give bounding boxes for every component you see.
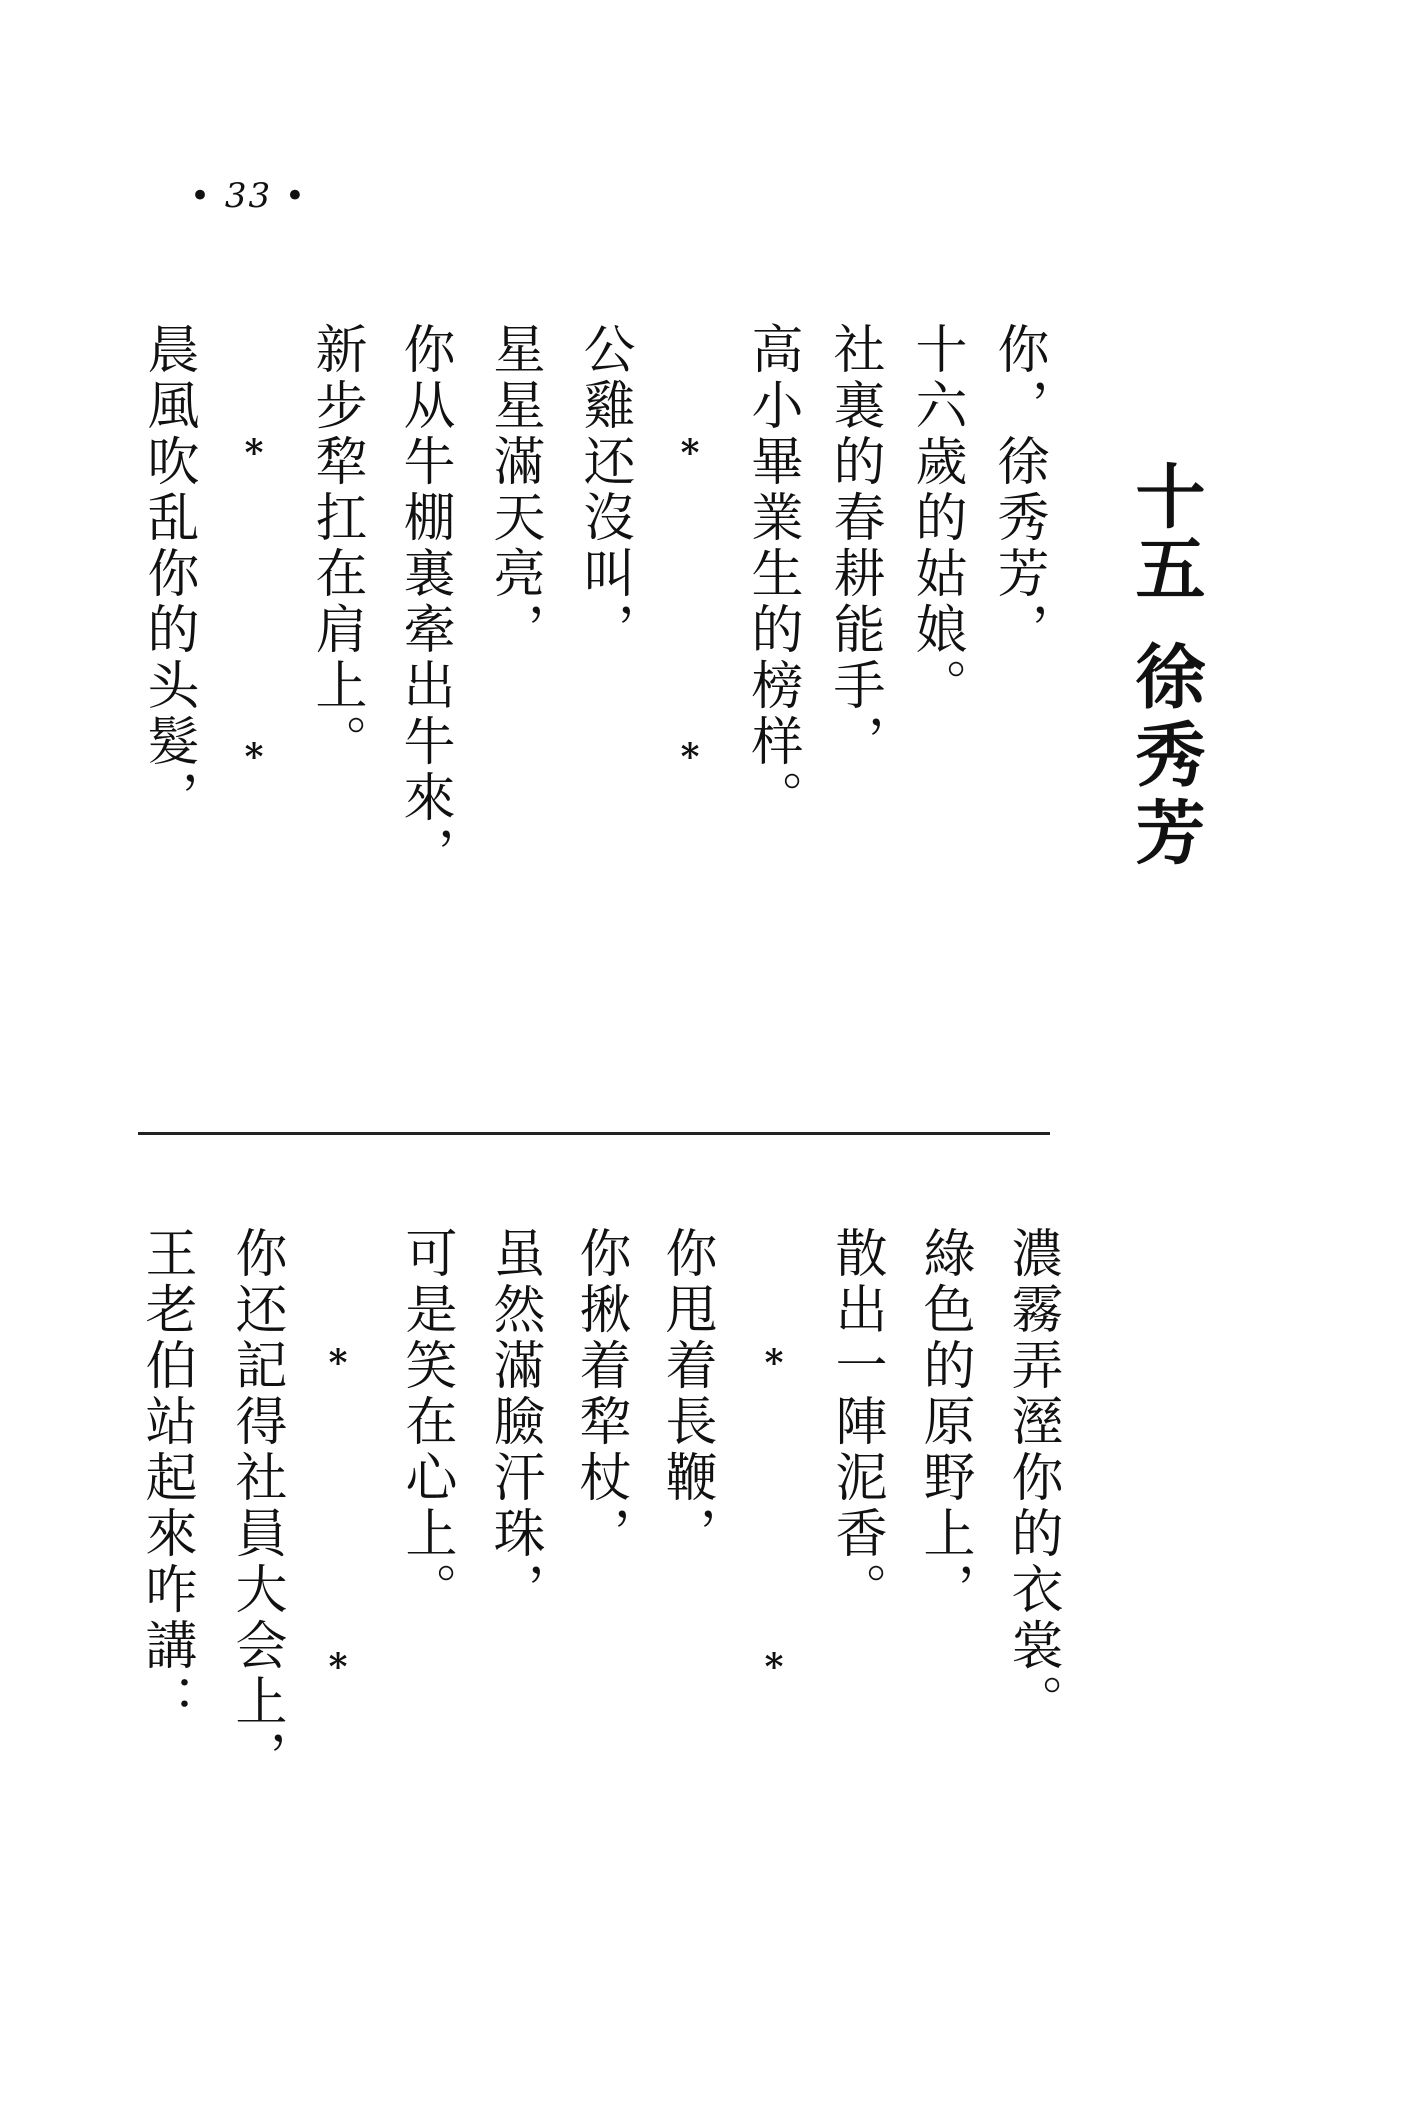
page-number: • 33 • xyxy=(190,176,307,216)
poem-line-12: 散出一陣泥香。 xyxy=(826,1226,886,1618)
stanza-separator: * * xyxy=(753,1342,795,1798)
poem-line-16: 可是笑在心上。 xyxy=(396,1226,456,1618)
poem-line-14: 你揪着犂杖， xyxy=(570,1226,630,1562)
poem-line-7: 你从牛棚裏牽出牛來， xyxy=(394,322,454,882)
poem-line-4: 高小畢業生的榜样。 xyxy=(742,322,802,826)
poem-line-5: 公雞还沒叫， xyxy=(574,322,634,658)
section-divider xyxy=(138,1132,1050,1135)
poem-line-13: 你甩着長鞭， xyxy=(656,1226,716,1562)
poem-line-1: 你，徐秀芳， xyxy=(988,322,1048,658)
poem-line-15: 虽然滿臉汗珠， xyxy=(484,1226,544,1618)
poem-line-9: 晨風吹乱你的头髮， xyxy=(138,322,198,826)
poem-line-8: 新步犂扛在肩上。 xyxy=(306,322,366,770)
chapter-number: 十五 xyxy=(1124,460,1207,604)
poem-line-3: 社裏的春耕能手， xyxy=(824,322,884,770)
stanza-separator: * * xyxy=(233,432,275,888)
poem-line-11: 綠色的原野上， xyxy=(914,1226,974,1618)
poem-line-17: 你还記得社員大会上， xyxy=(226,1226,286,1786)
poem-line-2: 十六歲的姑娘。 xyxy=(906,322,966,714)
poem-line-18: 王老伯站起來咋講： xyxy=(136,1226,196,1730)
chapter-title: 徐秀芳 xyxy=(1124,640,1207,874)
stanza-separator: * * xyxy=(317,1342,359,1798)
poem-line-6: 星星滿天亮， xyxy=(484,322,544,658)
poem-line-10: 濃霧弄溼你的衣裳。 xyxy=(1002,1226,1062,1730)
stanza-separator: * * xyxy=(669,432,711,888)
